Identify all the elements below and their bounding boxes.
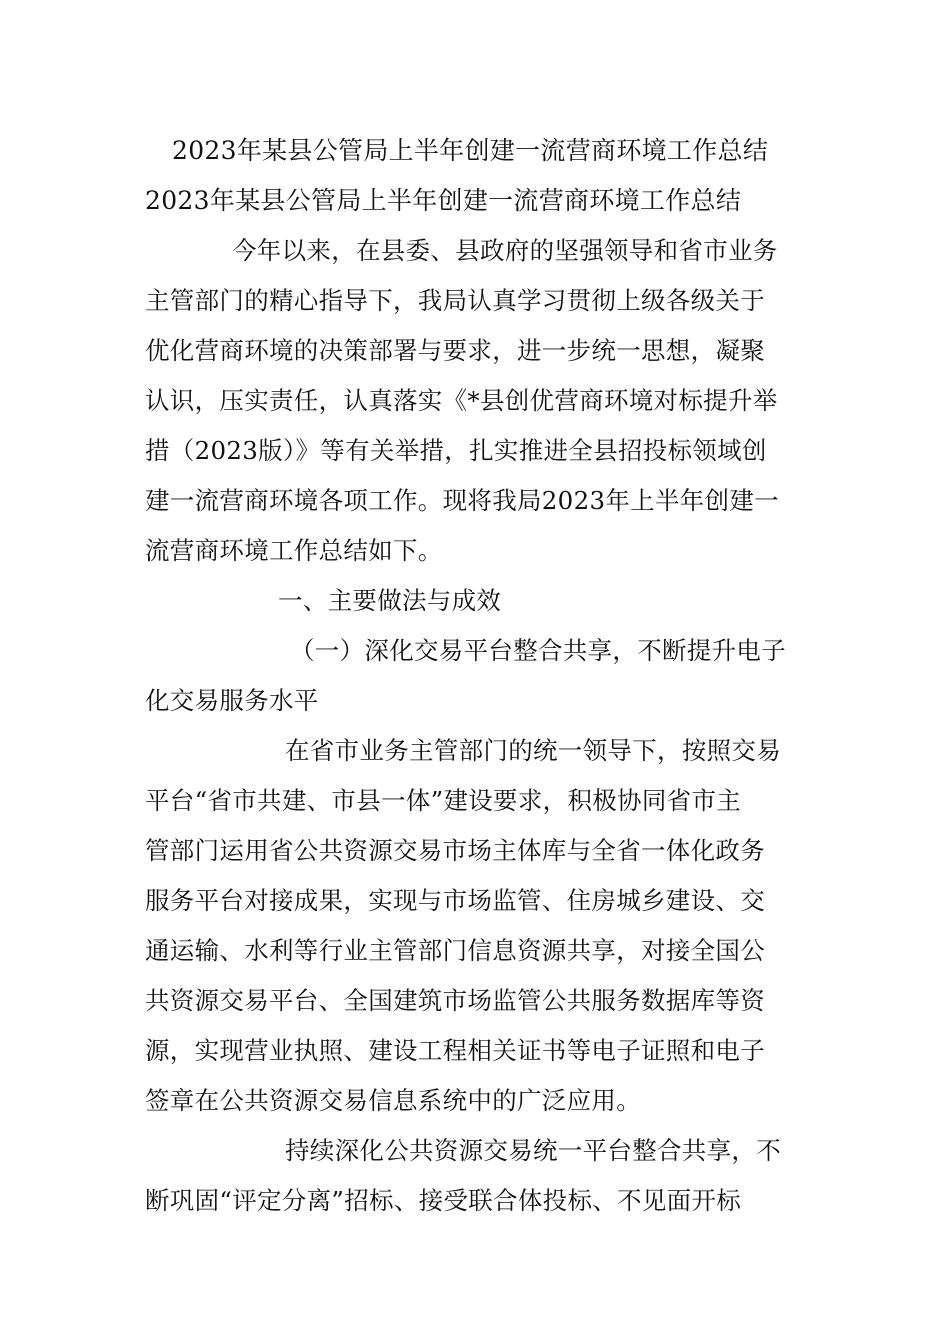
intro-line: 建一流营商环境各项工作。现将我局2023年上半年创建一 — [145, 486, 779, 515]
paragraph-line: 共资源交易平台、全国建筑市场监管公共服务数据库等资 — [145, 986, 765, 1015]
section-heading: 一、主要做法与成效 — [278, 586, 502, 615]
paragraph-line: 持续深化公共资源交易统一平台整合共享，不 — [285, 1136, 781, 1165]
paragraph-line: 通运输、水利等行业主管部门信息资源共享，对接全国公 — [145, 936, 765, 965]
paragraph-line: 服务平台对接成果，实现与市场监管、住房城乡建设、交 — [145, 886, 765, 915]
intro-line: 优化营商环境的决策部署与要求，进一步统一思想，凝聚 — [145, 336, 765, 365]
document-title: 2023年某县公管局上半年创建一流营商环境工作总结 — [172, 136, 769, 165]
subsection-heading: （一）深化交易平台整合共享，不断提升电子 — [290, 636, 786, 665]
intro-line: 今年以来，在县委、县政府的坚强领导和省市业务 — [232, 236, 778, 265]
intro-line: 流营商环境工作总结如下。 — [145, 536, 443, 565]
paragraph-line: 断巩固“评定分离”招标、接受联合体投标、不见面开标 — [145, 1186, 742, 1215]
document-subtitle: 2023年某县公管局上半年创建一流营商环境工作总结 — [145, 186, 742, 215]
intro-line: 主管部门的精心指导下，我局认真学习贯彻上级各级关于 — [145, 286, 765, 315]
subsection-heading: 化交易服务水平 — [145, 686, 319, 715]
paragraph-line: 在省市业务主管部门的统一领导下，按照交易 — [285, 736, 781, 765]
paragraph-line: 平台“省市共建、市县一体”建设要求，积极协同省市主 — [145, 786, 742, 815]
intro-line: 措（2023版）》等有关举措，扎实推进全县招投标领域创 — [145, 436, 767, 465]
paragraph-line: 签章在公共资源交易信息系统中的广泛应用。 — [145, 1086, 641, 1115]
paragraph-line: 源，实现营业执照、建设工程相关证书等电子证照和电子 — [145, 1036, 765, 1065]
paragraph-line: 管部门运用省公共资源交易市场主体库与全省一体化政务 — [145, 836, 765, 865]
intro-line: 认识，压实责任，认真落实《*县创优营商环境对标提升举 — [145, 386, 778, 415]
